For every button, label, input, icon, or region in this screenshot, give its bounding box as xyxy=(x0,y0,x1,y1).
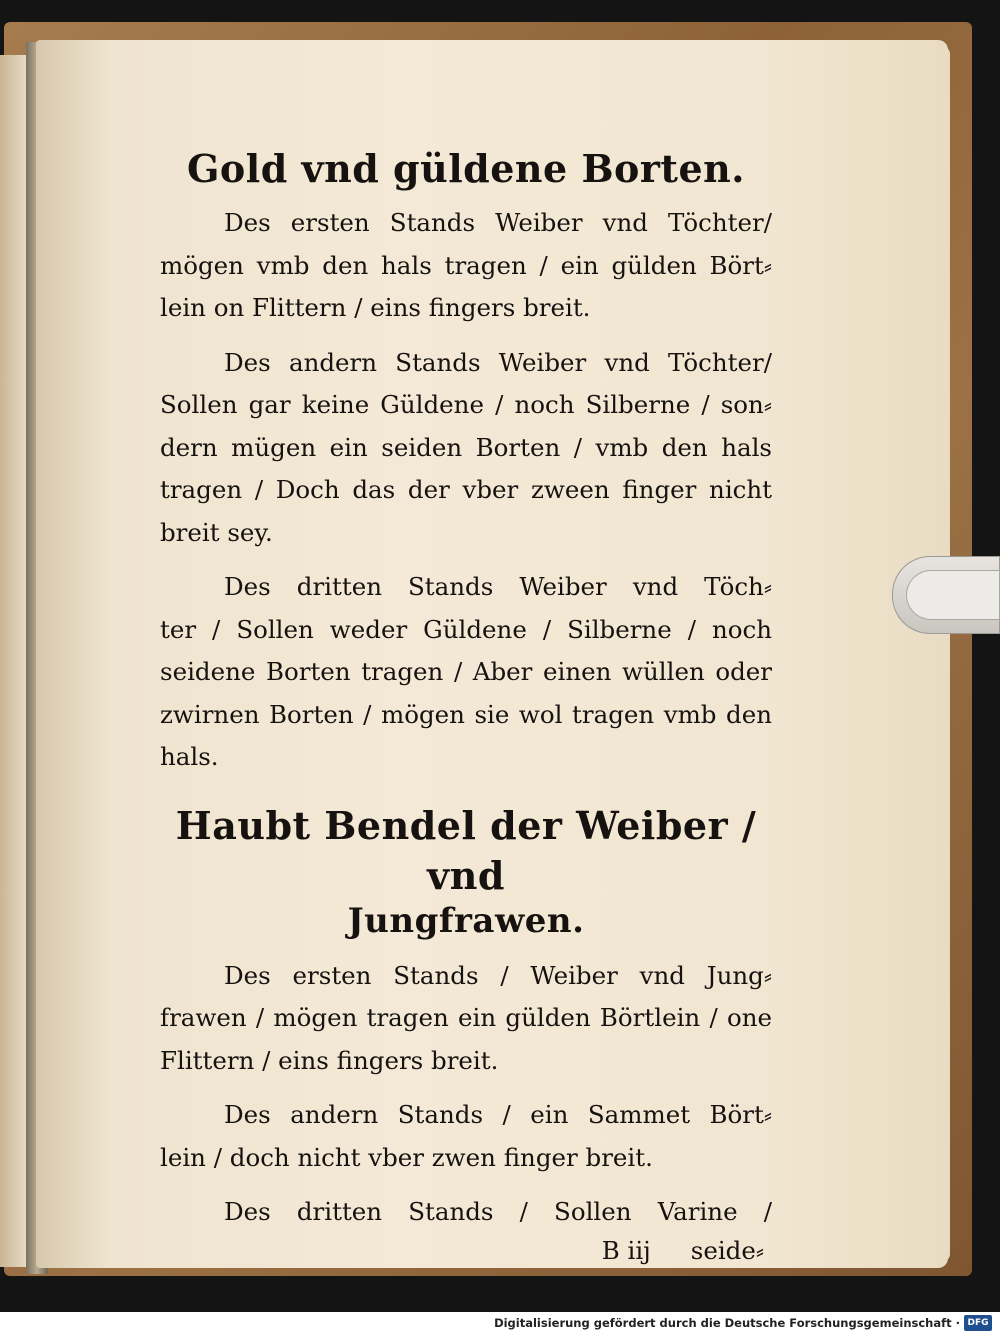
heading-gold-borten: Gold vnd güldene Borten. xyxy=(186,146,746,191)
page-text xyxy=(160,136,772,1268)
text-line: Flittern / eins fingers breit. xyxy=(160,1045,499,1075)
paragraph-1-3 xyxy=(160,566,772,779)
text-line: ter / Sollen weder Güldene / Silberne / noch xyxy=(160,614,772,644)
heading-jungfrawen: Jungfrawen. xyxy=(347,900,585,941)
text-line: frawen / mögen tragen ein gülden Börtlein / one xyxy=(160,1003,772,1032)
footer-credit: Digitalisierung gefördert durch die Deutsche Forschungsgemeinschaft · xyxy=(494,1316,960,1330)
text-line: Des ersten Stands Weiber vnd Töchter/ xyxy=(224,208,772,237)
footer-bar xyxy=(0,1312,1000,1336)
text-line: Sollen gar keine Güldene / noch Silberne / son⸗ xyxy=(160,390,772,419)
text-line: hals. xyxy=(160,742,219,771)
paragraph-1-1 xyxy=(160,202,772,330)
text-line: zwirnen Borten / mögen sie wol tragen vmb den xyxy=(160,699,772,729)
text-line: Des andern Stands / ein Sammet Bört⸗ xyxy=(224,1100,772,1129)
text-line: dern mügen ein seiden Borten / vmb den hals xyxy=(160,432,772,462)
paragraph-2-1 xyxy=(160,955,772,1083)
text-line: lein on Flittern / eins fingers breit. xyxy=(160,293,591,322)
dfg-logo-icon: DFG xyxy=(964,1315,992,1331)
text-line: seidene Borten tragen / Aber einen wüllen oder xyxy=(160,657,772,686)
text-line: Des ersten Stands / Weiber vnd Jung⸗ xyxy=(224,960,772,990)
catchword: seide⸗ xyxy=(690,1235,764,1265)
signature-mark: B iij xyxy=(601,1235,651,1265)
page-footer-line xyxy=(160,1234,772,1268)
paragraph-2-2 xyxy=(160,1094,772,1179)
text-line: Des andern Stands Weiber vnd Töchter/ xyxy=(224,347,772,377)
paragraph-1-2 xyxy=(160,342,772,555)
heading-haubt-bendel: Haubt Bendel der Weiber / vnd xyxy=(175,802,757,898)
text-line: mögen vmb den hals tragen / ein gülden Bört⸗ xyxy=(160,250,772,280)
page-clip xyxy=(892,556,1000,634)
paragraph-2-3 xyxy=(160,1191,772,1234)
text-line: Des dritten Stands Weiber vnd Töch⸗ xyxy=(224,572,772,601)
text-line: tragen / Doch das der vber zween finger nicht xyxy=(160,475,772,504)
text-line: lein / doch nicht vber zwen finger breit. xyxy=(160,1142,653,1172)
text-line: breit sey. xyxy=(160,517,273,547)
text-line: Des dritten Stands / Sollen Varine / xyxy=(224,1197,772,1226)
